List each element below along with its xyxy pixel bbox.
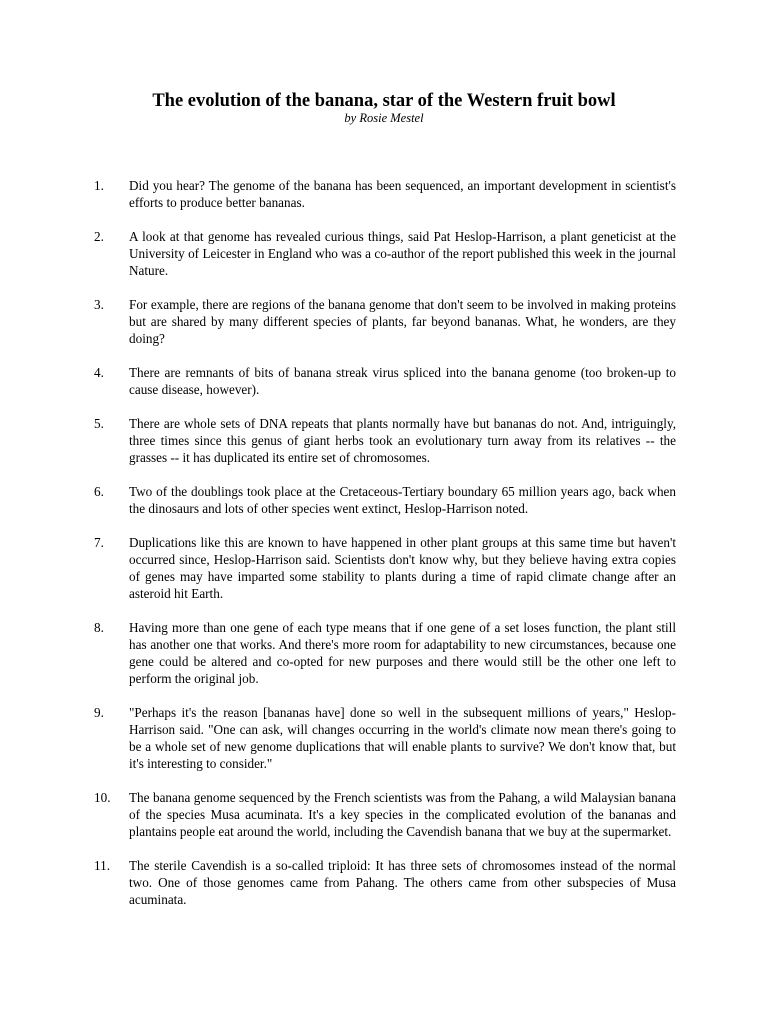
paragraph-number: 4. [94, 365, 104, 380]
paragraph-text: Having more than one gene of each type means that if one gene of a set loses function, the plant still has another one that works. And there's more room for adaptability to new circumstances, because one gene could be altered and co-opted for new purposes and there would still be the other one left to perform the original job. [129, 620, 676, 686]
paragraph-text: There are whole sets of DNA repeats that plants normally have but bananas do not. And, intriguingly, three times since this genus of giant herbs took an evolutionary turn away from its relatives -- the grasses -- it has duplicated its entire set of chromosomes. [129, 416, 676, 465]
paragraph-text: A look at that genome has revealed curious things, said Pat Heslop-Harrison, a plant geneticist at the University of Leicester in England who was a co-author of the report published this week in the journal Nature. [129, 229, 676, 278]
list-item [94, 228, 676, 279]
paragraph-number: 3. [94, 297, 104, 312]
paragraph-text: There are remnants of bits of banana streak virus spliced into the banana genome (too broken-up to cause disease, however). [129, 365, 676, 397]
list-item [94, 483, 676, 517]
paragraph-number: 9. [94, 705, 104, 720]
paragraph-number: 2. [94, 229, 104, 244]
paragraph-number: 11. [94, 858, 110, 873]
author-byline: by Rosie Mestel [344, 111, 424, 125]
paragraph-number: 5. [94, 416, 104, 431]
paragraph-text: Duplications like this are known to have happened in other plant groups at this same time but haven't occurred since, Heslop-Harrison said. Scientists don't know why, but they believe having extra copies of genes may have imparted some stability to plants during a time of rapid climate change after an asteroid hit Earth. [129, 535, 676, 601]
paragraph-text: "Perhaps it's the reason [bananas have] done so well in the subsequent millions of years," Heslop-Harrison said. "One can ask, will changes occurring in the world's climate now mean there's going to be a whole set of new genome duplications that will enable plants to survive? We don't know that, but it's interesting to consider." [129, 705, 676, 771]
list-item [94, 296, 676, 347]
paragraph-text: Did you hear? The genome of the banana has been sequenced, an important development in scientist's efforts to produce better bananas. [129, 178, 676, 210]
document-title: The evolution of the banana, star of the Western fruit bowl [152, 91, 616, 111]
list-item [94, 364, 676, 398]
list-item [94, 704, 676, 772]
paragraph-number: 7. [94, 535, 104, 550]
list-item [94, 534, 676, 602]
paragraph-number: 1. [94, 178, 104, 193]
list-item [94, 415, 676, 466]
numbered-paragraph-list [94, 177, 676, 925]
paragraph-text: The sterile Cavendish is a so-called triploid: It has three sets of chromosomes instead of the normal two. One of those genomes came from Pahang. The others came from other subspecies of Musa acuminata. [129, 858, 676, 907]
list-item [94, 619, 676, 687]
paragraph-text: The banana genome sequenced by the French scientists was from the Pahang, a wild Malaysian banana of the species Musa acuminata. It's a key species in the complicated evolution of the bananas and plantains people eat around the world, including the Cavendish banana that we buy at the supermarket. [129, 790, 676, 839]
paragraph-text: Two of the doublings took place at the Cretaceous-Tertiary boundary 65 million years ago, back when the dinosaurs and lots of other species went extinct, Heslop-Harrison noted. [129, 484, 676, 516]
paragraph-number: 10. [94, 790, 111, 805]
list-item [94, 177, 676, 211]
paragraph-number: 6. [94, 484, 104, 499]
paragraph-number: 8. [94, 620, 104, 635]
list-item [94, 789, 676, 840]
paragraph-text: For example, there are regions of the banana genome that don't seem to be involved in making proteins but are shared by many different species of plants, far beyond bananas. What, he wonders, are they doing? [129, 297, 676, 346]
list-item [94, 857, 676, 908]
